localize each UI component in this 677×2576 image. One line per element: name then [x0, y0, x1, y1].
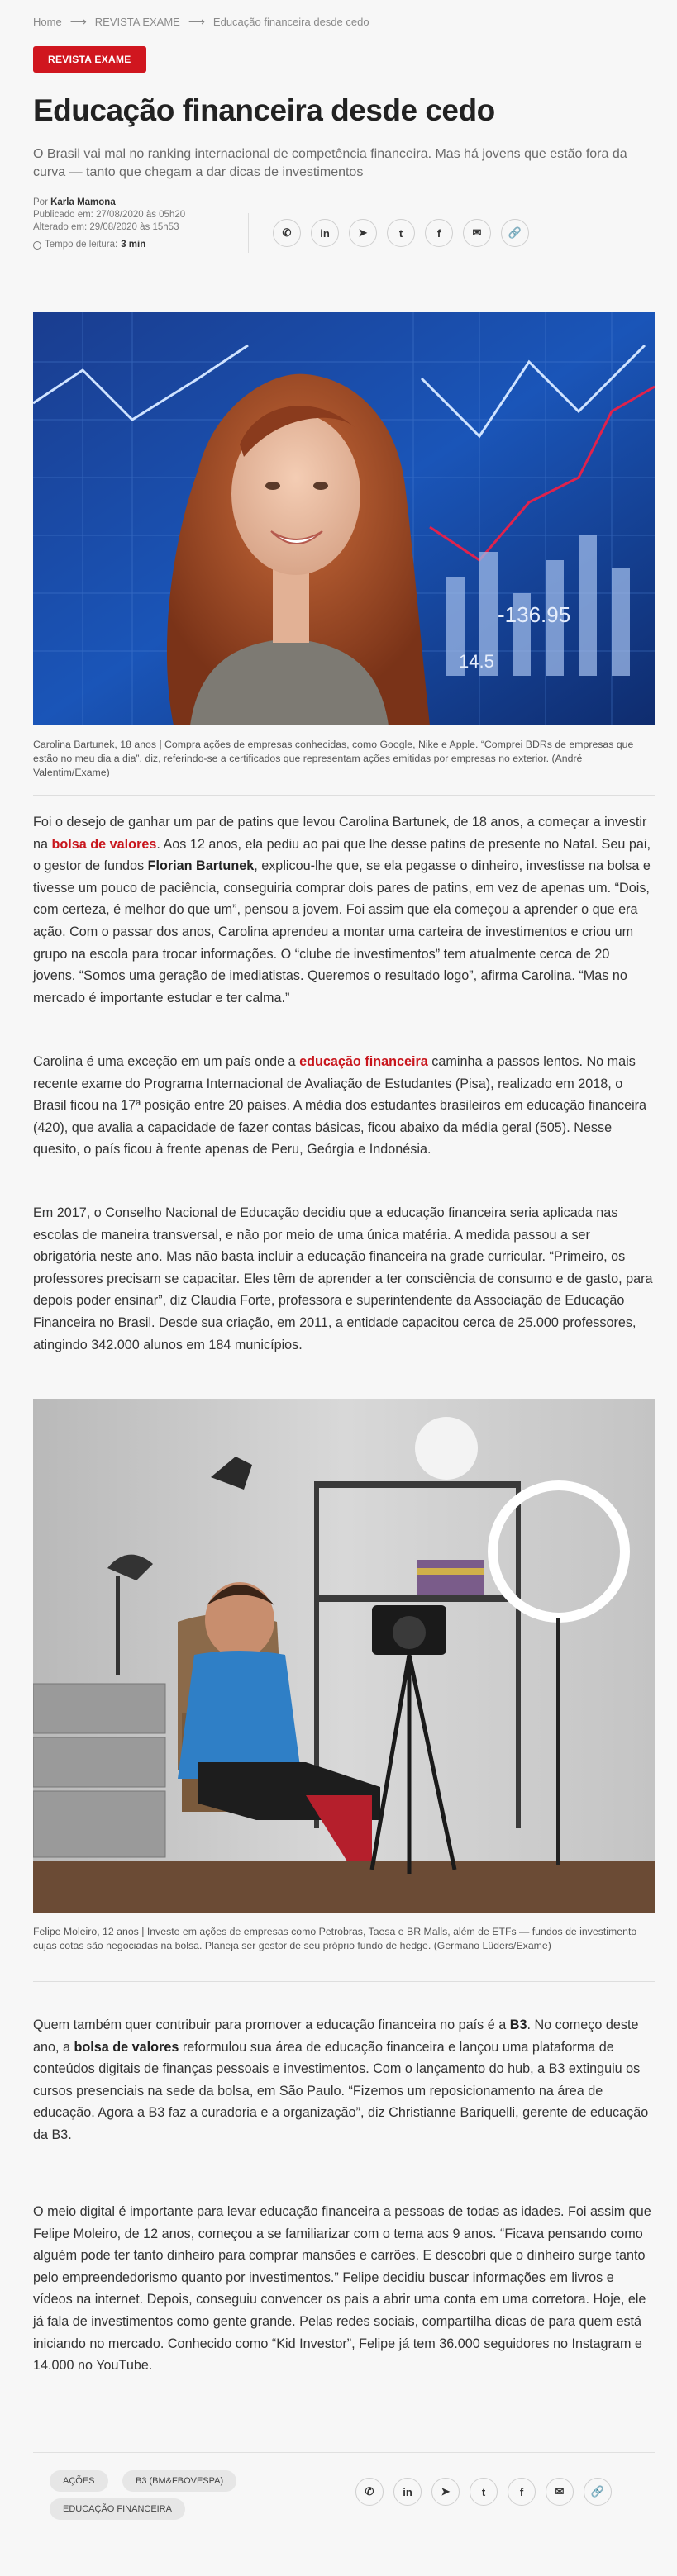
read-time-line	[33, 239, 256, 251]
photo-carolina	[33, 312, 655, 725]
breadcrumb-section[interactable]: REVISTA EXAME	[94, 16, 180, 28]
p1-text-a: Foi o desejo de ganhar um par de patins que levou Carolina Bartunek, de 18 anos, a começar a investir na	[33, 815, 647, 852]
email-icon[interactable]: ✉	[546, 2478, 574, 2506]
read-time-prefix: Tempo de leitura:	[45, 240, 118, 250]
whatsapp-icon[interactable]: ✆	[273, 219, 301, 247]
twitter-icon[interactable]: t	[470, 2478, 498, 2506]
section-badge[interactable]: REVISTA EXAME	[33, 46, 146, 73]
whatsapp-icon[interactable]: ✆	[355, 2478, 384, 2506]
link-educacao-financeira[interactable]: educação financeira	[299, 1054, 428, 1069]
article-subtitle: O Brasil vai mal no ranking internacional de competência financeira. Mas há jovens que estão fora da curva — tanto que chegam a dar dicas de investimentos	[33, 147, 627, 179]
article-paragraph-2	[33, 1051, 655, 1161]
arrow-right-icon: ⟶	[188, 15, 205, 28]
linkedin-icon[interactable]: in	[393, 2478, 422, 2506]
breadcrumb-home[interactable]: Home	[33, 16, 62, 28]
screen-number-2: 14.5	[459, 651, 494, 672]
strong-florian-bartunek: Florian Bartunek	[147, 858, 255, 874]
twitter-icon[interactable]: t	[387, 219, 415, 247]
p4-text-c: reformulou sua área de educação financeira e lançou uma plataforma de conteúdos digitais de finanças pessoais e investimentos. Com o lançamento do hub, a B3 extinguiu os cursos presenciais na sede da bolsa, em São Paulo. “Fizemos um reposicionamento na área de educação. Agora a B3 faz a curadoria e a organização”, diz Christianne Bariquelli, gerente de educação da B3.	[33, 2039, 649, 2142]
footer-divider	[33, 2452, 655, 2453]
article-paragraph-3: Em 2017, o Conselho Nacional de Educação decidiu que a educação financeira seria aplicada nas escolas de maneira transversal, e não por meio de uma única matéria. A medida passou a ser obrigatória neste ano. Mas não basta incluir a educação financeira na grade curricular. “Primeiro, os professores precisam se capacitar. Eles têm de aprender a ter consciência de consumo e de gasto, para depois poder ensinar”, diz Claudia Forte, professora e superintendente da Associação de Educação Financeira no Brasil. Desde sua criação, em 2011, a entidade capacitou cerca de 25.000 professores, atingindo 342.000 alunos em 184 municípios.	[33, 1205, 653, 1352]
article-paragraph-4	[33, 2014, 655, 2146]
photo-carolina-caption: Carolina Bartunek, 18 anos | Compra ações de empresas conhecidas, como Google, Nike e Apple. “Comprei BDRs de empresas que estão no meu dia a dia”, diz, referindo-se a certificados que representam ações emitidas por empresas no exterior. (André Valentim/Exame)	[33, 739, 634, 778]
email-icon[interactable]: ✉	[463, 219, 491, 247]
clock-icon	[33, 241, 41, 250]
meta-divider	[248, 213, 249, 253]
facebook-icon[interactable]: f	[508, 2478, 536, 2506]
tag-b3[interactable]: B3 (BM&FBOVESPA)	[122, 2470, 236, 2492]
article-title: Educação financeira desde cedo	[33, 93, 495, 127]
article-paragraph-5: O meio digital é importante para levar educação financeira a pessoas de todas as idades. Foi assim que Felipe Moleiro, de 12 anos, começou a se familiarizar com o tema aos 9 anos. “Ficava pensando como alguém pode ter tanto dinheiro para comprar mansões e carrões. E descobri que o dinheiro surge tanto pelo empreendedorismo quanto por investimentos.” Felipe decidiu buscar informações em livros e vídeos na internet. Depois, conseguiu convencer os pais a abrir uma conta em uma corretora. Hoje, ele já fala de investimentos como gente grande. Pelas redes sociais, compartilha dicas de para quem está iniciando no mercado. Conhecido como “Kid Investor”, Felipe já tem 36.000 seguidores no Instagram e 14.000 no YouTube.	[33, 2204, 651, 2374]
read-time-value: 3 min	[121, 240, 146, 250]
p1-text-c: , explicou-lhe que, se ela pegasse o dinheiro, investisse na bolsa e tivesse um pouco de paciência, conseguiria comprar dois pares de patins, em vez de apenas um. “Dois, com certeza, é melhor do que um”, pensou a jovem. Foi assim que ela começou a aprender o que era ação. Com o passar dos anos, Carolina aprendeu a montar uma carteira de investimentos e criou um grupo na escola para trocar informações. O “clube de investimentos” tem atualmente cerca de 20 jovens. “Somos uma geração de imediatistas. Queremos o resultado logo”, afirma Carolina. “Mas no mercado é importante estudar e ter calma.”	[33, 858, 651, 1005]
p2-text-b: caminha a passos lentos. No mais recente exame do Programa Internacional de Avaliação de Estudantes (Pisa), realizado em 2018, o Brasil ficou na 17ª posição entre 20 países. A média dos estudantes brasileiros em educação financeira (420), que avalia a capacidade de fazer contas básicas, ficou abaixo da média geral (505). Nesse quesito, o país ficou à frente apenas de Peru, Geórgia e Indonésia.	[33, 1054, 647, 1157]
telegram-icon[interactable]: ➤	[431, 2478, 460, 2506]
author-prefix: Por	[33, 197, 48, 207]
link-icon[interactable]: 🔗	[501, 219, 529, 247]
author-name[interactable]: Karla Mamona	[50, 197, 116, 207]
article-paragraph-1	[33, 811, 655, 1009]
facebook-icon[interactable]: f	[425, 219, 453, 247]
tag-acoes[interactable]: AÇÕES	[50, 2470, 108, 2492]
p4-text-a: Quem também quer contribuir para promover a educação financeira no país é a	[33, 2018, 510, 2032]
link-icon[interactable]: 🔗	[584, 2478, 612, 2506]
article-meta	[33, 197, 256, 251]
arrow-right-icon: ⟶	[69, 15, 87, 28]
updated-date: Alterado em: 29/08/2020 às 15h53	[33, 222, 179, 232]
photo-carolina-illustration	[33, 312, 655, 725]
strong-bolsa-de-valores: bolsa de valores	[74, 2039, 179, 2055]
p1-text-b: . Aos 12 anos, ela pediu ao pai que lhe desse patins de presente no Natal. Seu pai, o gestor de fundos	[33, 836, 651, 874]
photo-felipe	[33, 1399, 655, 1913]
published-date: Publicado em: 27/08/2020 às 05h20	[33, 210, 186, 220]
author-line	[33, 197, 256, 209]
telegram-icon[interactable]: ➤	[349, 219, 377, 247]
caption-divider	[33, 795, 655, 796]
linkedin-icon[interactable]: in	[311, 219, 339, 247]
photo-felipe-illustration	[33, 1399, 655, 1913]
tag-educacao-financeira[interactable]: EDUCAÇÃO FINANCEIRA	[50, 2498, 185, 2520]
screen-number-1: -136.95	[498, 602, 571, 627]
breadcrumb-current: Educação financeira desde cedo	[212, 16, 369, 28]
caption-divider	[33, 1981, 655, 1982]
share-bar-bottom	[355, 2478, 612, 2506]
share-bar-top	[273, 219, 529, 247]
p4-text-b: . No começo deste ano, a	[33, 2018, 639, 2055]
p2-text-a: Carolina é uma exceção em um país onde a	[33, 1054, 300, 1069]
breadcrumb	[33, 15, 655, 29]
link-bolsa-de-valores[interactable]: bolsa de valores	[51, 836, 157, 852]
strong-b3: B3	[509, 2018, 527, 2032]
photo-felipe-caption: Felipe Moleiro, 12 anos | Investe em ações de empresas como Petrobras, Taesa e BR Malls, além de ETFs — fundos de investimento cujas cotas são negociadas na bolsa. Planeja ser gestor de seu próprio fundo de hedge. (Germano Lüders/Exame)	[33, 1926, 637, 1951]
